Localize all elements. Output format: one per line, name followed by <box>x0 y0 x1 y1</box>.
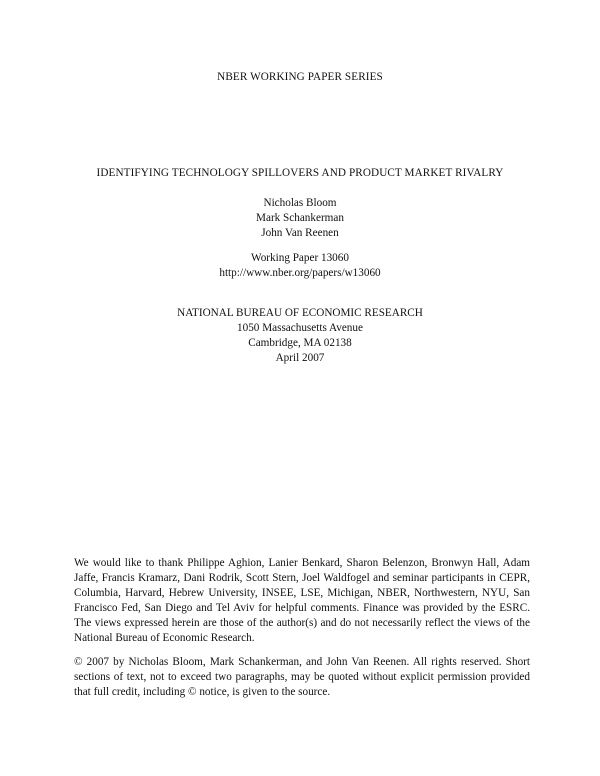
copyright-paragraph: © 2007 by Nicholas Bloom, Mark Schankerman, and John Van Reenen. All rights reserved. Short sections of text, not to exceed two paragraphs, may be quoted without explicit permission provided that full credit, including © notice, is given to the source. <box>74 656 530 699</box>
author-name: Nicholas Bloom <box>263 197 337 209</box>
author-name: Mark Schankerman <box>256 212 344 224</box>
working-paper-url: http://www.nber.org/papers/w13060 <box>219 267 381 279</box>
publication-date: April 2007 <box>275 352 325 364</box>
author-list <box>0 196 600 241</box>
paper-title: IDENTIFYING TECHNOLOGY SPILLOVERS AND PRODUCT MARKET RIVALRY <box>96 167 504 179</box>
working-paper-number: Working Paper 13060 <box>251 252 349 264</box>
institution-street: 1050 Massachusetts Avenue <box>237 322 363 334</box>
institution-city: Cambridge, MA 02138 <box>248 337 352 349</box>
series-heading: NBER WORKING PAPER SERIES <box>217 71 383 83</box>
institution-name: NATIONAL BUREAU OF ECONOMIC RESEARCH <box>177 307 423 319</box>
acknowledgements-paragraph: We would like to thank Philippe Aghion, Lanier Benkard, Sharon Belenzon, Bronwyn Hall, Adam Jaffe, Francis Kramarz, Dani Rodrik, Scott Stern, Joel Waldfogel and seminar participants in CEPR, Columbia, Harvard, Hebrew University, INSEE, LSE, Michigan, NBER, Northwestern, NYU, San Francisco Fed, San Diego and Tel Aviv for helpful comments. Finance was provided by the ESRC. The views expressed herein are those of the author(s) and do not necessarily reflect the views of the National Bureau of Economic Research. <box>74 557 530 645</box>
working-paper-info <box>0 251 600 281</box>
author-name: John Van Reenen <box>261 227 339 239</box>
institution-block <box>0 306 600 366</box>
